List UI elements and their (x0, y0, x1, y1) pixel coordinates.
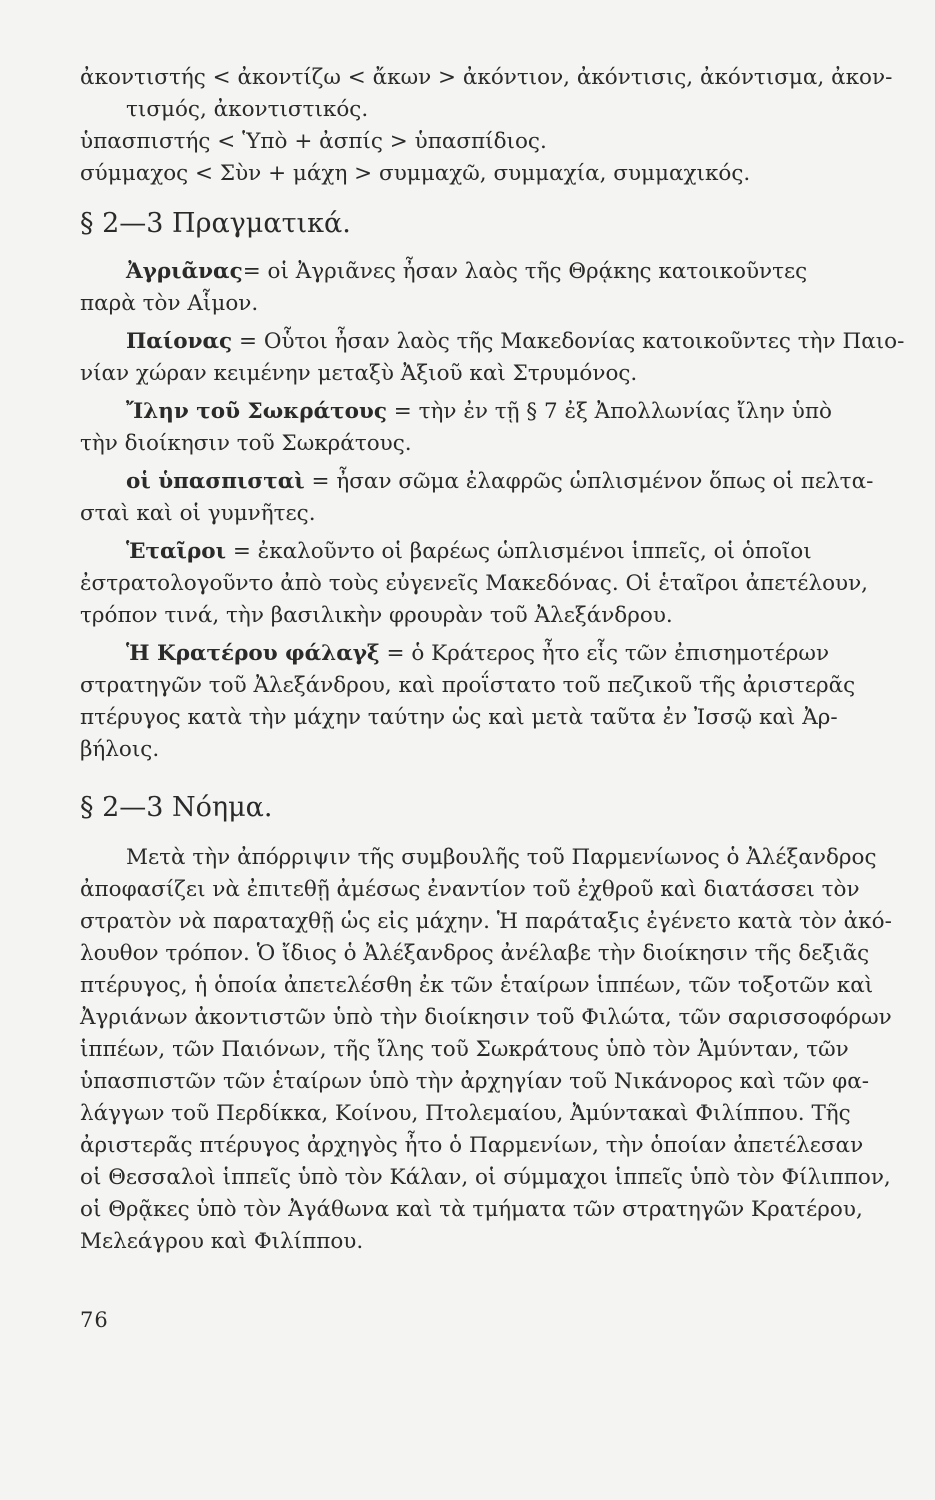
etymology-entry (80, 158, 905, 190)
glossary-entry (80, 638, 905, 766)
glossary-entry (80, 256, 905, 320)
entry-continuation: ἐστρατολογοῦντο ἀπὸ τοὺς εὐγενεῖς Μακεδόνας. Οἱ ἑταῖροι ἀπετέλουν, (80, 571, 868, 596)
entry-term: Ἡ Κρατέρου φάλαγξ (126, 641, 380, 666)
entry-definition: = Οὗτοι ἦσαν λαὸς τῆς Μακεδονίας κατοικοῦντες τὴν Παιο- (232, 329, 905, 354)
glossary (80, 256, 905, 766)
etymology-entry (80, 126, 905, 158)
entry-continuation: βήλοις. (80, 737, 160, 762)
paragraph-line: λουθον τρόπον. Ὁ ἴδιος ὁ Ἀλέξανδρος ἀνέλαβε τὴν διοίκησιν τῆς δεξιᾶς (80, 941, 870, 966)
paragraph-line: Ἀγριάνων ἀκοντιστῶν ὑπὸ τὴν διοίκησιν τοῦ Φιλώτα, τῶν σαρισσοφόρων (80, 1005, 892, 1030)
entry-definition: = ἐκαλοῦντο οἱ βαρέως ὡπλισμένοι ἱππεῖς, οἱ ὁποῖοι (226, 539, 812, 564)
paragraph-line: οἱ Θρᾷκες ὑπὸ τὸν Ἀγάθωνα καὶ τὰ τμήματα τῶν στρατηγῶν Κρατέρου, (80, 1197, 863, 1222)
paragraph-line: λάγγων τοῦ Περδίκκα, Κοίνου, Πτολεμαίου, Ἀμύντακαὶ Φιλίππου. Τῆς (80, 1101, 851, 1126)
paragraph-line: ἱππέων, τῶν Παιόνων, τῆς ἴλης τοῦ Σωκράτους ὑπὸ τὸν Ἀμύνταν, τῶν (80, 1037, 849, 1062)
paragraph-line: Μετὰ τὴν ἀπόρριψιν τῆς συμβουλῆς τοῦ Παρμενίωνος ὁ Ἀλέξανδρος (126, 845, 877, 870)
entry-first-line (80, 466, 905, 498)
entry-continuation: τὴν διοίκησιν τοῦ Σωκράτους. (80, 431, 412, 456)
entry-term: Παίονας (126, 329, 233, 354)
entry-term: Ἀγριᾶνας (126, 259, 243, 284)
glossary-entry (80, 326, 905, 390)
entry-continuation: παρὰ τὸν Αἷμον. (80, 291, 259, 316)
section-heading-noima: § 2—3 Νόημα. (80, 792, 273, 823)
etymology-entry (80, 62, 905, 126)
entry-first-line (80, 326, 905, 358)
entry-continuation: τρόπον τινά, τὴν βασιλικὴν φρουρὰν τοῦ Ἀλεξάνδρου. (80, 603, 673, 628)
entry-continuation: νίαν χώραν κειμένην μεταξὺ Ἀξιοῦ καὶ Στρυμόνος. (80, 361, 638, 386)
etymology-block (80, 62, 905, 190)
entry-term: Ἴλην τοῦ Σωκράτους (126, 399, 387, 424)
etymology-line: τισμός, ἀκοντιστικός. (126, 97, 369, 122)
entry-continuation: σταὶ καὶ οἱ γυμνῆτες. (80, 501, 316, 526)
paragraph-line: ἀριστερᾶς πτέρυγος ἀρχηγὸς ἦτο ὁ Παρμενίων, τὴν ὁποίαν ἀπετέλεσαν (80, 1133, 864, 1158)
entry-term: Ἑταῖροι (126, 539, 226, 564)
etymology-line: ὑπασπιστής < Ὑπὸ + ἀσπίς > ὑπασπίδιος. (80, 129, 547, 154)
paragraph-line: ἀποφασίζει νὰ ἐπιτεθῇ ἀμέσως ἐναντίον τοῦ ἐχθροῦ καὶ διατάσσει τὸν (80, 877, 860, 902)
summary-paragraph (80, 842, 905, 1258)
paragraph-line: στρατὸν νὰ παραταχθῇ ὡς εἰς μάχην. Ἡ παράταξις ἐγένετο κατὰ τὸν ἀκό- (80, 909, 892, 934)
entry-first-line (80, 256, 905, 288)
etymology-line: σύμμαχος < Σὺν + μάχη > συμμαχῶ, συμμαχία, συμμαχικός. (80, 161, 751, 186)
entry-first-line (80, 638, 905, 670)
paragraph-line: ὑπασπιστῶν τῶν ἑταίρων ὑπὸ τὴν ἀρχηγίαν τοῦ Νικάνορος καὶ τῶν φα- (80, 1069, 869, 1094)
entry-definition: = τὴν ἐν τῇ § 7 ἐξ Ἀπολλωνίας ἴλην ὑπὸ (386, 399, 832, 424)
entry-first-line (80, 396, 905, 428)
entry-definition: = ἦσαν σῶμα ἐλαφρῶς ὡπλισμένον ὅπως οἱ πελτα- (304, 469, 874, 494)
etymology-line: ἀκοντιστής < ἀκοντίζω < ἄκων > ἀκόντιον, ἀκόντισις, ἀκόντισμα, ἀκον- (80, 65, 893, 90)
paragraph-line: πτέρυγος, ἡ ὁποία ἀπετελέσθη ἐκ τῶν ἑταίρων ἱππέων, τῶν τοξοτῶν καὶ (80, 973, 874, 998)
entry-first-line (80, 536, 905, 568)
entry-term: οἱ ὑπασπισταὶ (126, 469, 305, 494)
glossary-entry (80, 396, 905, 460)
entry-definition: = οἱ Ἀγριᾶνες ἦσαν λαὸς τῆς Θρᾴκης κατοικοῦντες (242, 259, 808, 284)
paragraph-line: Μελεάγρου καὶ Φιλίππου. (80, 1229, 364, 1254)
entry-continuation: στρατηγῶν τοῦ Ἀλεξάνδρου, καὶ προΐστατο τοῦ πεζικοῦ τῆς ἀριστερᾶς (80, 673, 856, 698)
glossary-entry (80, 466, 905, 530)
page-number: 76 (80, 1308, 109, 1332)
glossary-entry (80, 536, 905, 632)
paragraph-line: οἱ Θεσσαλοὶ ἱππεῖς ὑπὸ τὸν Κάλαν, οἱ σύμμαχοι ἱππεῖς ὑπὸ τὸν Φίλιππον, (80, 1165, 891, 1190)
section-heading-pragmatika: § 2—3 Πραγματικά. (80, 208, 351, 239)
entry-definition: = ὁ Κράτερος ἦτο εἷς τῶν ἐπισημοτέρων (379, 641, 830, 666)
entry-continuation: πτέρυγος κατὰ τὴν μάχην ταύτην ὡς καὶ μετὰ ταῦτα ἐν Ἰσσῷ καὶ Ἀρ- (80, 705, 838, 730)
